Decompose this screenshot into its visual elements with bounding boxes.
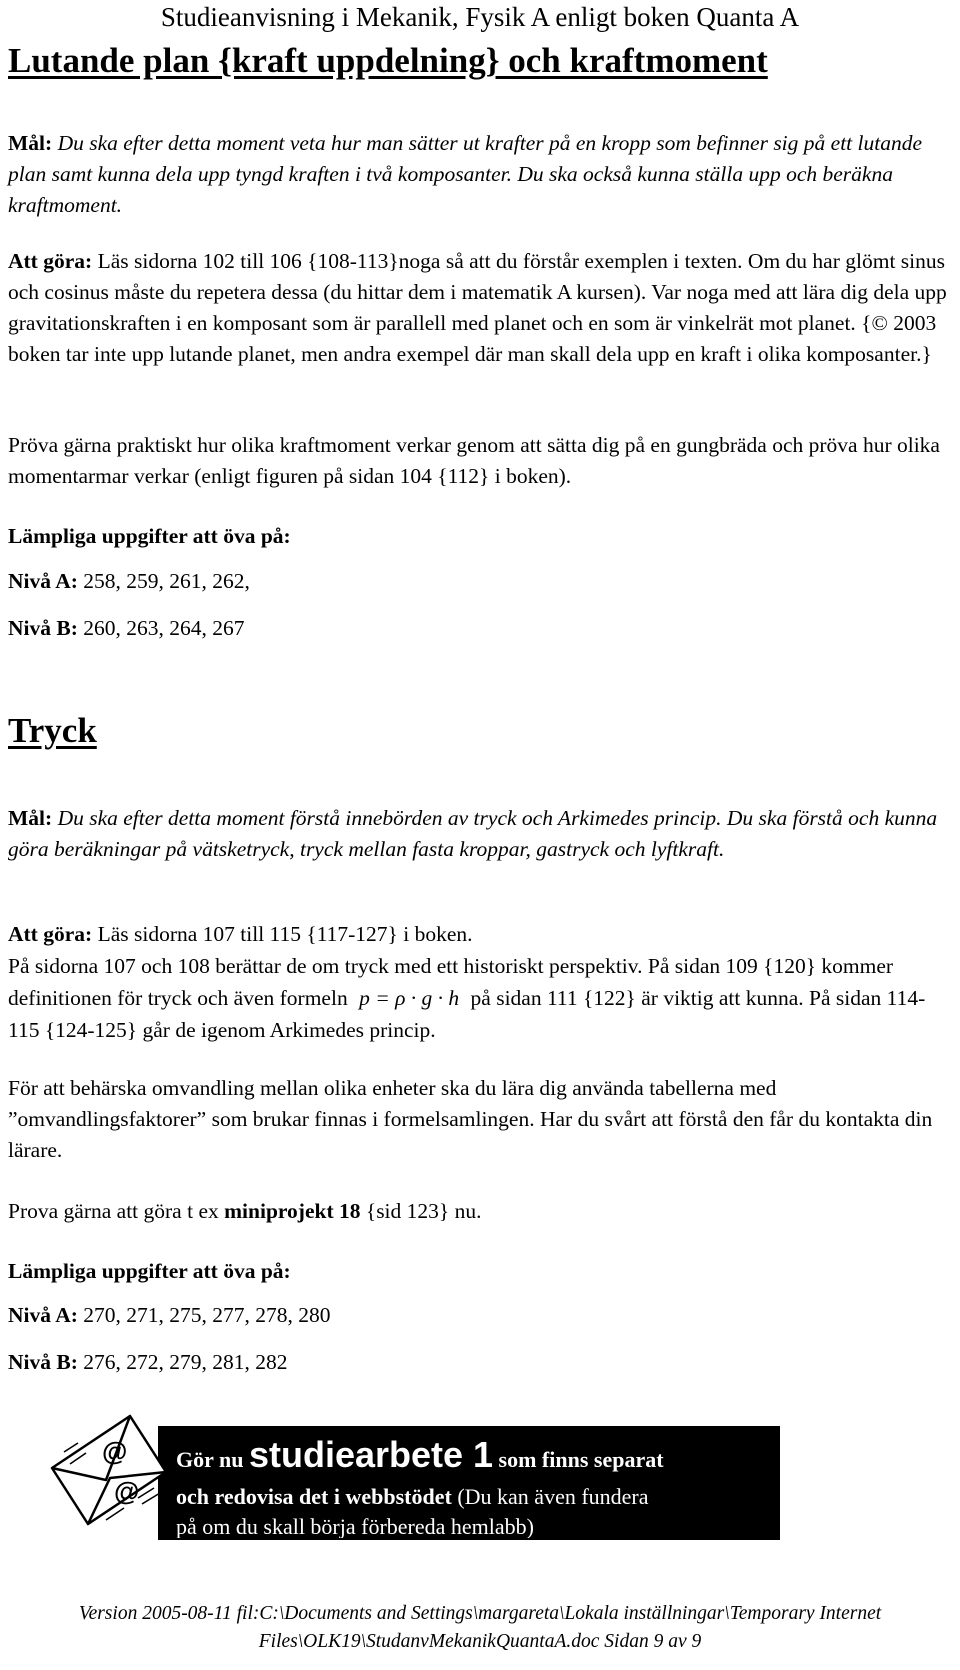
banner-line2-rest: (Du kan även fundera — [451, 1484, 649, 1509]
section2-units: För att behärska omvandling mellan olika enheter ska du lära dig använda tabellerna med ”omvandlingsfaktorer” som brukar finnas i formelsamlingen. Har du svårt att förstå den får du kontakta din lärare. — [8, 1076, 933, 1162]
todo-text: Läs sidorna 107 till 115 {117-127} i boken. — [92, 922, 473, 946]
banner-post: som finns separat — [493, 1447, 664, 1472]
miniproject-name: miniprojekt 18 — [224, 1199, 361, 1223]
goal-label: Mål: — [8, 131, 53, 155]
section2-goal — [8, 803, 953, 865]
todo-label: Att göra: — [8, 922, 93, 946]
goal-text: Du ska efter detta moment förstå innebörden av tryck och Arkimedes princip. Du ska förstå och kunna göra beräkningar på vätsketryck, tryck mellan fasta kroppar, gastryck och lyftkraft. — [8, 806, 938, 861]
page-header: Studieanvisning i Mekanik, Fysik A enligt boken Quanta A — [160, 2, 800, 32]
level-b-text: 260, 263, 264, 267 — [77, 616, 245, 640]
banner-line-2 — [176, 1484, 649, 1510]
section1-level-b — [8, 613, 953, 644]
level-a-label: Nivå A: — [8, 1303, 78, 1327]
level-b-label: Nivå B: — [8, 1350, 78, 1374]
level-b-label: Nivå B: — [8, 616, 78, 640]
section-title-inclined-plane: Lutande plan {kraft uppdelning} och kraftmoment — [8, 41, 768, 80]
section-title-pressure: Tryck — [8, 711, 97, 750]
section2-level-b — [8, 1347, 953, 1378]
section2-todo — [8, 919, 953, 950]
level-b-text: 276, 272, 279, 281, 282 — [77, 1350, 288, 1374]
goal-text: Du ska efter detta moment veta hur man sätter ut krafter på en kropp som befinner sig på ett lutande plan samt kunna dela upp tyngd kraften i två komposanter. Du ska också kunna ställa upp och beräkna kraftmoment. — [8, 131, 923, 217]
goal-label: Mål: — [8, 806, 53, 830]
study-assignment-banner — [158, 1426, 780, 1540]
miniproject-post: {sid 123} nu. — [360, 1199, 482, 1223]
section1-level-a — [8, 566, 953, 597]
section1-todo — [8, 246, 953, 370]
section2-level-a — [8, 1300, 953, 1331]
exercises-heading-text: Lämpliga uppgifter att öva på: — [8, 1259, 291, 1283]
formula-text-before: På sidorna 107 och 108 berättar de om tryck med ett historiskt perspektiv. På sidan 109 {120} kommer definitionen för tryck och även formeln — [8, 954, 894, 1010]
page-footer — [0, 1600, 960, 1656]
level-a-label: Nivå A: — [8, 569, 78, 593]
miniproject-pre: Prova gärna att göra t ex — [8, 1199, 225, 1223]
banner-line-1 — [176, 1434, 664, 1476]
banner-pre: Gör nu — [176, 1447, 249, 1472]
footer-line-2: Files\OLK19\StudanvMekanikQuantaA.doc Sidan 9 av 9 — [258, 1631, 702, 1652]
svg-text:@: @ — [102, 1436, 128, 1466]
formula-text-after: på sidan 111 {122} är viktig att kunna. På sidan 114-115 {124-125} går de igenom Arkimedes princip. — [8, 986, 926, 1042]
section1-exercises-heading — [8, 521, 953, 552]
section2-miniproject — [8, 1196, 953, 1227]
section2-exercises-heading — [8, 1256, 953, 1287]
email-envelope-icon — [44, 1410, 178, 1534]
banner-line2-bold: och redovisa det i webbstödet — [176, 1484, 452, 1509]
banner-big: studiearbete 1 — [248, 1434, 494, 1475]
svg-text:@: @ — [114, 1476, 140, 1506]
section2-formula-paragraph — [8, 950, 953, 1046]
footer-line-1: Version 2005-08-11 fil:C:\Documents and Settings\margareta\Lokala inställningar\Temporary Internet — [78, 1603, 882, 1624]
section1-try: Pröva gärna praktiskt hur olika kraftmoment verkar genom att sätta dig på en gungbräda och pröva hur olika momentarmar verkar (enligt figuren på sidan 104 {112} i boken). — [8, 433, 940, 488]
exercises-heading-text: Lämpliga uppgifter att öva på: — [8, 524, 291, 548]
section1-goal — [8, 128, 953, 221]
pressure-formula: p = ρ · g · h — [359, 986, 460, 1010]
level-a-text: 270, 271, 275, 277, 278, 280 — [77, 1303, 331, 1327]
todo-text: Läs sidorna 102 till 106 {108-113}noga så att du förstår exemplen i texten. Om du har glömt sinus och cosinus måste du repetera dessa (du hittar dem i matematik A kursen). Var noga med att lära dig dela upp gravitationskraften i en komposant som är parallell med planet och en som är vinkelrät mot planet. {© 2003 boken tar inte upp lutande planet, men andra exempel där man skall dela upp en kraft i olika komposanter.} — [8, 249, 947, 366]
todo-label: Att göra: — [8, 249, 93, 273]
level-a-text: 258, 259, 261, 262, — [77, 569, 250, 593]
banner-line-3: på om du skall börja förbereda hemlabb) — [176, 1514, 534, 1538]
